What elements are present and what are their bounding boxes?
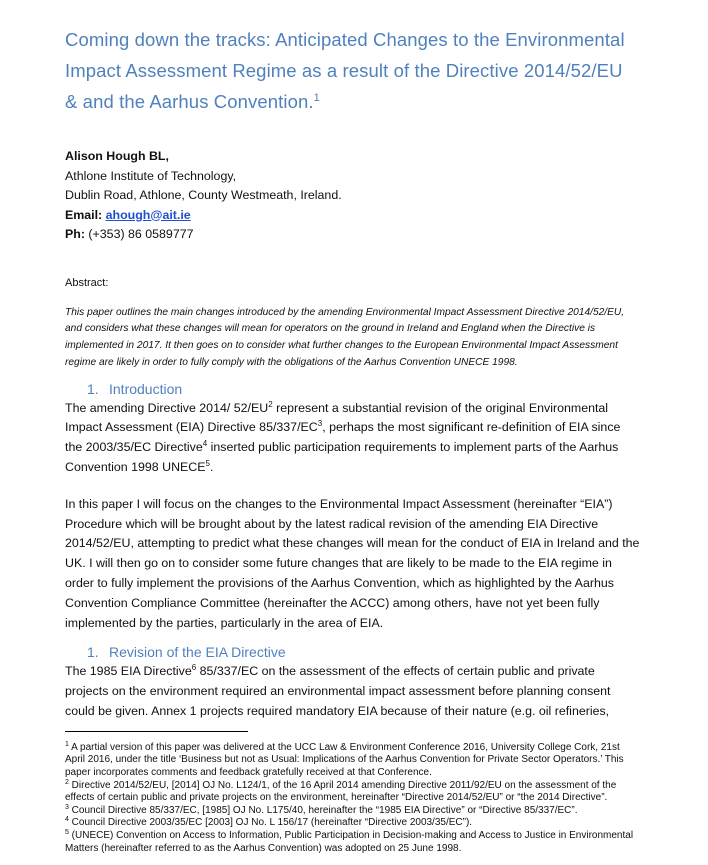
author-name: Alison Hough BL, xyxy=(65,149,169,163)
text-run: represent a substantial revision of the original Environmental Impact Assessment (EIA) Directive 85/337/EC xyxy=(65,400,609,435)
text-run: 85/337/EC on the assessment of the effects of certain public and private projects on the environment required an environmental impact assessment before planning consent could be given. Annex 1 projects required mandatory EIA because of their nature (e.g. oil refineries, xyxy=(65,664,611,719)
phone-label: Ph: xyxy=(65,227,85,241)
footnote-text: Council Directive 2003/35/EC [2003] OJ No. L 156/17 (hereinafter “Directive 2003/35/EC”). xyxy=(68,817,473,829)
email-label: Email: xyxy=(65,207,103,222)
abstract-heading: Abstract: xyxy=(65,276,109,289)
footnote-text: (UNECE) Convention on Access to Information, Public Participation in Decision-making and Access to Justice in Environmental Matters (hereinafter referred to as the Aarhus Convention) was adopted on 25 June 1998. xyxy=(65,830,634,854)
footnote-text: Council Directive 85/337/EC, [1985] OJ No. L175/40, hereinafter the “1985 EIA Directive” or “Directive 85/337/EC”. xyxy=(68,804,578,816)
section-title: Revision of the EIA Directive xyxy=(109,644,286,661)
author-institution: Athlone Institute of Technology, xyxy=(65,168,237,183)
footnote-2 xyxy=(65,780,640,805)
footnote-ref[interactable]: 4 xyxy=(202,439,208,449)
text-run: inserted public participation requirements to implement parts of the Aarhus Convention 1998 UNECE xyxy=(65,440,619,475)
section-heading-revision xyxy=(87,643,640,662)
abstract-body: This paper outlines the main changes introduced by the amending Environmental Impact Assessment Directive 2014/52/EU, and considers what these changes will mean for operators on the ground in Ireland and England when the Directive is implemented in 2017. It then goes on to consider what further changes to the European Environmental Impact Assessment regime are likely in order to fully comply with the obligations of the Aarhus Convention UNECE 1998. xyxy=(65,306,625,368)
footnotes xyxy=(65,742,640,855)
author-block xyxy=(65,147,640,245)
footnote-ref[interactable]: 3 xyxy=(317,419,323,429)
phone-number: (+353) 86 0589777 xyxy=(88,227,194,241)
paper-title-text: Coming down the tracks: Anticipated Changes to the Environmental Impact Assessment Regime as a result of the Directive 2014/52/EU & and the Aarhus Convention. xyxy=(65,29,625,112)
footnote-number: 4 xyxy=(65,816,69,824)
footnote-ref[interactable]: 5 xyxy=(205,459,210,469)
author-address: Dublin Road, Athlone, County Westmeath, Ireland. xyxy=(65,188,342,202)
author-phone-line xyxy=(65,225,640,245)
document-page xyxy=(65,0,640,855)
intro-paragraph-1 xyxy=(65,399,640,478)
footnote-text: A partial version of this paper was delivered at the UCC Law & Environment Conference 2016, University College Cork, 21st April 2016, under the title ‘Business but not as Usual: Implications of the Aarhus Convention for Private Sector Operators.’ This paper incorporates comments and feedback gratefully received at that Conference. xyxy=(65,741,624,779)
footnote-number: 1 xyxy=(65,740,69,748)
footnote-separator xyxy=(65,731,248,732)
footnote-ref[interactable]: 6 xyxy=(191,663,197,673)
intro-paragraph-2: In this paper I will focus on the changes to the Environmental Impact Assessment (hereinafter “EIA”) Procedure which will be brought about by the latest radical revision of the amending EIA Directive 2014/52/EU, attempting to predict what these changes will mean for the conduct of EIA in Ireland and the UK. I will then go on to consider some future changes that are likely to be made to the EIA regime in order to fully implement the provisions of the Aarhus Convention, which as highlighted by the Aarhus Convention Compliance Committee (hereinafter the ACCC) among others, have not yet been fully implemented by the parties, particularly in the area of EIA. xyxy=(65,496,640,630)
section-heading-introduction xyxy=(87,380,640,399)
section-title: Introduction xyxy=(109,380,183,397)
footnote-number: 2 xyxy=(65,778,69,786)
footnote-4 xyxy=(65,817,640,830)
revision-paragraph-1 xyxy=(65,662,640,721)
section-number: 1. xyxy=(87,380,99,397)
paper-title xyxy=(65,24,640,117)
email-link[interactable]: ahough@ait.ie xyxy=(105,207,191,222)
section-number: 1. xyxy=(87,644,99,661)
footnote-text: Directive 2014/52/EU, [2014] OJ No. L124/1, of the 16 April 2014 amending Directive 2011/92/EU on the assessment of the effects of certain public and private projects on the environment, hereinafter “Directive 2014/52/EU” or “the 2014 Directive”. xyxy=(65,779,617,804)
text-run: . xyxy=(209,460,214,475)
footnote-number: 5 xyxy=(65,829,69,836)
footnote-ref[interactable]: 2 xyxy=(268,399,273,409)
footnote-3 xyxy=(65,805,640,818)
footnote-number: 3 xyxy=(65,803,69,811)
author-email-line xyxy=(65,206,640,226)
footnote-5 xyxy=(65,830,640,855)
footnote-1 xyxy=(65,742,640,780)
title-footnote-ref[interactable]: 1 xyxy=(313,92,320,104)
text-run: The amending Directive 2014/ 52/EU xyxy=(65,400,269,415)
text-run: , perhaps the most significant re-definition of EIA since the 2003/35/EC Directive xyxy=(65,420,621,455)
text-run: The 1985 EIA Directive xyxy=(65,664,192,679)
